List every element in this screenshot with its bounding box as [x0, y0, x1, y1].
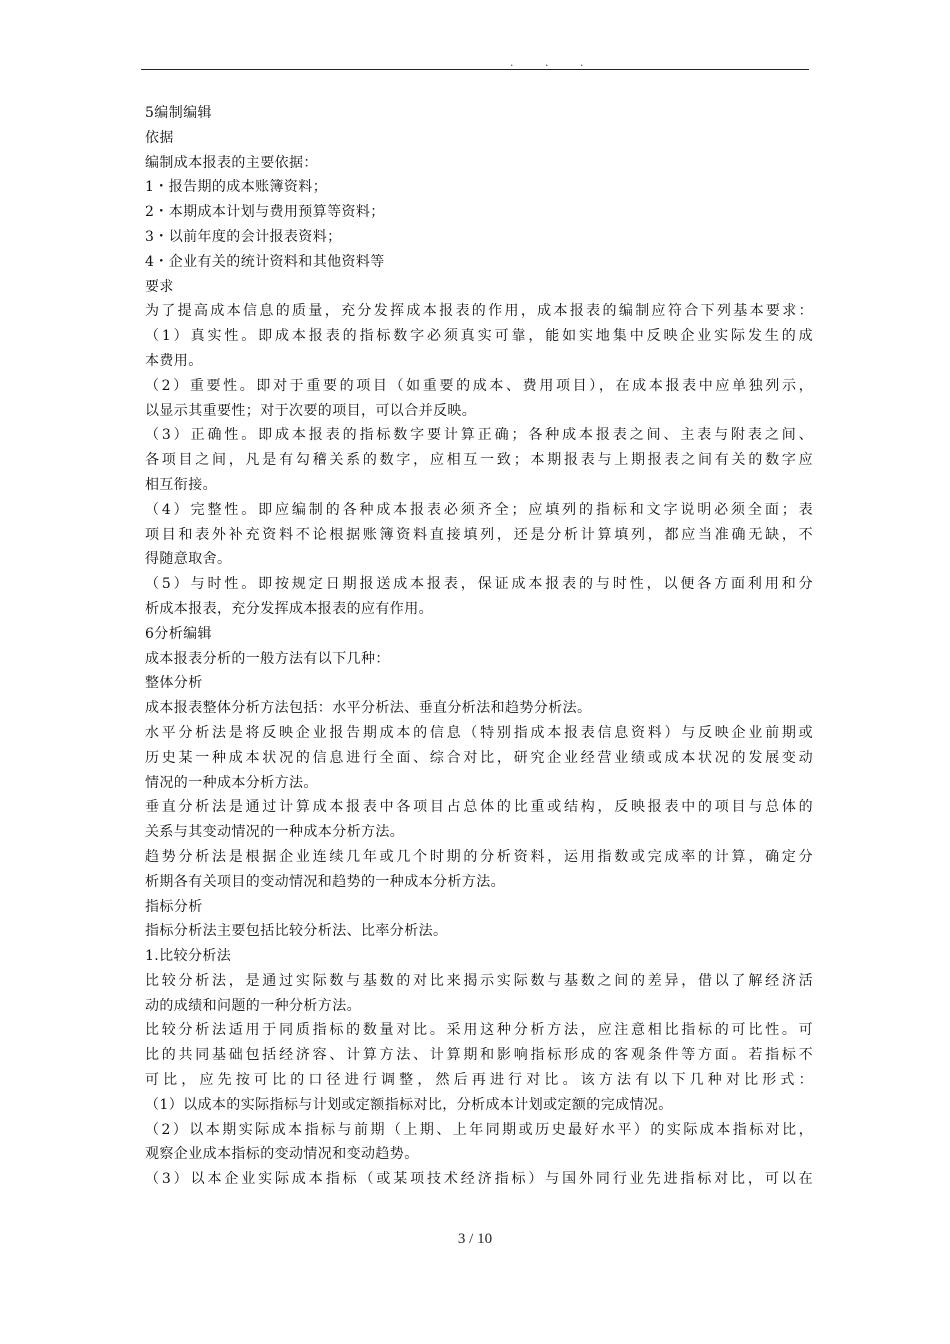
text-line: 情况的一种成本分析方法。 — [145, 774, 318, 791]
text-line: （5）与时性。即按规定日期报送成本报表，保证成本报表的与时性，以便各方面利用和分 — [145, 576, 813, 593]
text-line: 3・以前年度的会计报表资料； — [145, 228, 342, 245]
text-line: 可比，应先按可比的口径进行调整，然后再进行对比。该方法有以下几种对比形式： — [145, 1072, 813, 1089]
text-line: 以显示其重要性；对于次要的项目，可以合并反映。 — [145, 402, 477, 419]
text-line: 整体分析 — [145, 675, 203, 692]
text-line: 垂直分析法是通过计算成本报表中各项目占总体的比重或结构，反映报表中的项目与总体的 — [145, 799, 813, 816]
text-line: （1）以成本的实际指标与计划或定额指标对比，分析成本计划或定额的完成情况。 — [145, 1096, 673, 1113]
text-line: 历史某一种成本状况的信息进行全面、综合对比，研究企业经营业绩或成本状况的发展变动 — [145, 749, 813, 766]
text-line: 成本报表分析的一般方法有以下几种： — [145, 650, 390, 667]
text-line: 关系与其变动情况的一种成本分析方法。 — [145, 824, 405, 841]
page-number: 3 / 10 — [457, 1231, 493, 1247]
text-line: 6分析编辑 — [145, 625, 212, 642]
text-line: 成本报表整体分析方法包括：水平分析法、垂直分析法和趋势分析法。 — [145, 700, 592, 717]
text-line: 本费用。 — [145, 352, 203, 369]
text-line: 析期各有关项目的变动情况和趋势的一种成本分析方法。 — [145, 873, 505, 890]
text-line: 5编制编辑 — [145, 105, 212, 121]
text-line: 为了提高成本信息的质量，充分发挥成本报表的作用，成本报表的编制应符合下列基本要求： — [145, 303, 813, 320]
text-line: （2）重要性。即对于重要的项目（如重要的成本、费用项目），在成本报表中应单独列示， — [145, 377, 813, 394]
text-line: 指标分析 — [145, 898, 203, 915]
text-line: （4）完整性。即应编制的各种成本报表必须齐全；应填列的指标和文字说明必须全面；表 — [145, 501, 813, 518]
text-line: 要求 — [145, 278, 174, 295]
text-line: 比的共同基础包括经济容、计算方法、计算期和影响指标形成的客观条件等方面。若指标不 — [145, 1047, 813, 1064]
text-line: 编制成本报表的主要依据： — [145, 154, 318, 171]
text-line: 指标分析法主要包括比较分析法、比率分析法。 — [145, 923, 448, 940]
text-line: 4・企业有关的统计资料和其他资料等 — [145, 253, 385, 270]
text-line: 项目和表外补充资料不论根据账簿资料直接填列，还是分析计算填列，都应当准确无缺，不 — [145, 526, 813, 543]
text-line: 依据 — [145, 129, 174, 146]
text-line: 2・本期成本计划与费用预算等资料； — [145, 204, 385, 221]
document-body — [145, 101, 813, 1192]
text-line: 析成本报表，充分发挥成本报表的应有作用。 — [145, 600, 433, 617]
text-line: 比较分析法适用于同质指标的数量对比。采用这种分析方法，应注意相比指标的可比性。可 — [145, 1022, 813, 1039]
text-line: 水平分析法是将反映企业报告期成本的信息（特别指成本报表信息资料）与反映企业前期或 — [145, 724, 813, 741]
text-line: 观察企业成本指标的变动情况和变动趋势。 — [145, 1146, 419, 1163]
text-line: 1・报告期的成本账簿资料； — [145, 179, 328, 196]
text-line: （3）以本企业实际成本指标（或某项技术经济指标）与国外同行业先进指标对比，可以在 — [145, 1171, 813, 1188]
header-marks: . . . — [510, 56, 598, 69]
text-line: （1）真实性。即成本报表的指标数字必须真实可靠，能如实地集中反映企业实际发生的成 — [145, 328, 813, 345]
text-line: 比较分析法，是通过实际数与基数的对比来揭示实际数与基数之间的差异，借以了解经济活 — [145, 972, 813, 989]
header-rule — [141, 69, 809, 70]
text-line: 相互衔接。 — [145, 476, 217, 493]
text-line: 得随意取舍。 — [145, 551, 232, 568]
text-line: 趋势分析法是根据企业连续几年或几个时期的分析资料，运用指数或完成率的计算，确定分 — [145, 848, 813, 865]
text-line: （3）正确性。即成本报表的指标数字要计算正确；各种成本报表之间、主表与附表之间、 — [145, 427, 813, 444]
text-line: 各项目之间，凡是有勾稽关系的数字，应相互一致；本期报表与上期报表之间有关的数字应 — [145, 452, 813, 469]
text-line: 1.比较分析法 — [145, 948, 232, 965]
text-line: （2）以本期实际成本指标与前期（上期、上年同期或历史最好水平）的实际成本指标对比， — [145, 1121, 813, 1138]
text-line: 动的成绩和问题的一种分析方法。 — [145, 997, 361, 1014]
